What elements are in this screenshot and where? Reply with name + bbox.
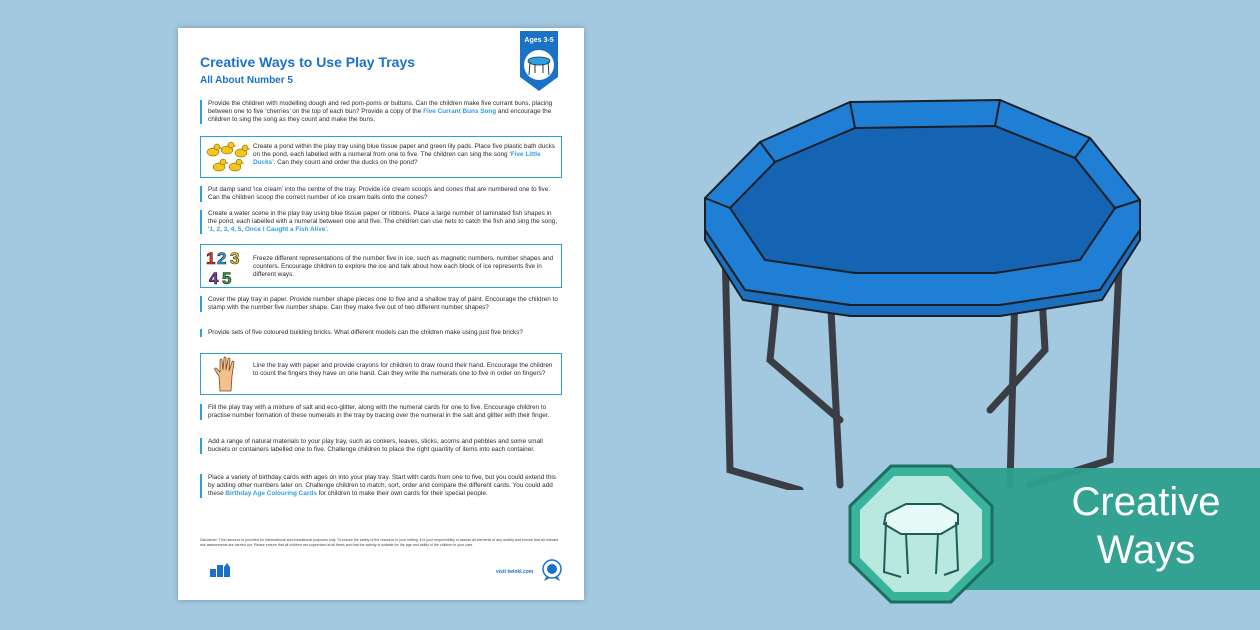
activity-text: Create a pond within the play tray using blue tissue paper and green lily pads. Place five plastic bath ducks on the pond, each labelled with a numeral from one to five. The children can sing the song ‘ [253, 143, 555, 158]
activity-hand-box [200, 353, 562, 395]
activity-bricks: Provide sets of five coloured building bricks. What different models can the children make using just five bricks? [200, 329, 560, 337]
activity-birthday-cards [200, 474, 560, 498]
activity-hand: Line the tray with paper and provide crayons for children to draw round their hand. Encourage the children to count the fingers they have on one hand. Can they write the numerals one to five in order on fingers? [253, 362, 553, 377]
activity-salt-glitter: Fill the play tray with a mixture of salt and eco-glitter, along with the numeral cards for one to five. Encourage children to practise number formation of these numerals in the tray by tracing over the numeral in the salt and glitter with their finger. [200, 404, 560, 420]
activity-freeze-box [200, 244, 562, 288]
activity-text: for children to make their own cards for their special people. [316, 490, 488, 497]
activity-natural-materials: Add a range of natural materials to your play tray, such as conkers, leaves, sticks, acorns and pebbles and some small buckets or containers labelled one to five. Challenge children to place the right quantity of items into each container. [200, 438, 560, 454]
link-five-little-ducks[interactable]: Five Little Ducks [253, 151, 541, 166]
activity-freeze: Freeze different representations of the number five in ice, such as magnetic numbers, number shapes and counters. Encourage children to explore the ice and talk about how each block of ice represents five in different ways. [253, 255, 554, 278]
age-badge-text: Ages 3-5 [524, 37, 554, 44]
link-five-currant-buns[interactable]: Five Currant Buns Song [423, 108, 497, 115]
activity-currant-buns [200, 100, 560, 124]
quality-badge-icon [542, 559, 562, 581]
banner-line-1: Creative [1071, 480, 1221, 524]
worksheet-page [178, 28, 584, 600]
play-tray-icon [700, 90, 1145, 490]
link-birthday-age-colouring-cards[interactable]: Birthday Age Colouring Cards [225, 490, 317, 497]
footer-url[interactable]: visit twinkl.com [496, 569, 534, 575]
number-glyph: 3 [230, 249, 240, 268]
activity-text: Place a variety of birthday cards with ages on into your play tray. Start with cards from one to five, but you could extend this by adding other numbers later on. Challenge children to match, sort, order and compare the different cards. You could add these [208, 474, 556, 497]
banner-line-2: Ways [1096, 528, 1196, 572]
banner-text [1056, 478, 1236, 574]
activity-text: Provide the children with modelling dough and red pom-poms or buttons. Can the children make five currant buns, placing between one to five ‘cherries’ on the top of each bun? Provide a copy of the [208, 100, 553, 115]
disclaimer: Disclaimer: This resource is provided for informational and educational purposes only. To ensure the safety of the resource in your setting, it is your responsibility to assess all elements of any activity and ensure that all relevant risk assessments are carried out. Please ensure that all children are supervised at all times and that the activity is suitable for the age and ability of the children in your care. [200, 538, 559, 547]
number-blocks-icon [205, 247, 247, 287]
link-once-i-caught-a-fish[interactable]: 1, 2, 3, 4, 5, Once I Caught a Fish Alive [209, 226, 326, 233]
worksheet-title: Creative Ways to Use Play Trays [200, 54, 416, 70]
activity-fish [200, 210, 560, 234]
activity-ducks-box [200, 136, 562, 178]
tray-octagon-icon [846, 462, 996, 606]
rubber-duck-icon [205, 140, 251, 174]
activity-text: ’. Can they count and order the ducks on the pond? [272, 159, 418, 166]
activity-text: ’. [325, 226, 329, 233]
number-glyph: 5 [222, 269, 232, 287]
hand-icon [211, 356, 241, 392]
activity-text: Create a water scene in the play tray using blue tissue paper or ribbons. Place a large number of laminated fish shapes in the pond, each labelled with a numeral between one and five. The children can use nets to catch the fish and sing the song, ‘ [208, 210, 558, 233]
number-glyph: 2 [217, 249, 227, 268]
activity-ducks [253, 143, 555, 167]
number-glyph: 4 [209, 269, 219, 287]
activity-stamping: Cover the play tray in paper. Provide number shape pieces one to five and a shallow tray of paint. Encourage the children to stamp with the number five number shape. Can they make five out of two different number shapes? [200, 296, 560, 312]
creative-ways-banner [846, 462, 1260, 606]
age-badge-icon [518, 31, 560, 91]
twinkl-blocks-logo-icon [210, 561, 230, 577]
number-glyph: 1 [206, 249, 216, 268]
activity-text: and encourage the children to sing the song as they count and make the buns. [208, 108, 552, 123]
activity-ice-cream: Put damp sand ‘ice cream’ into the centre of the tray. Provide ice cream scoops and cones that are numbered one to five. Can the children scoop the correct number of ice cream balls onto the cones? [200, 186, 560, 202]
worksheet-subtitle: All About Number 5 [200, 75, 293, 86]
